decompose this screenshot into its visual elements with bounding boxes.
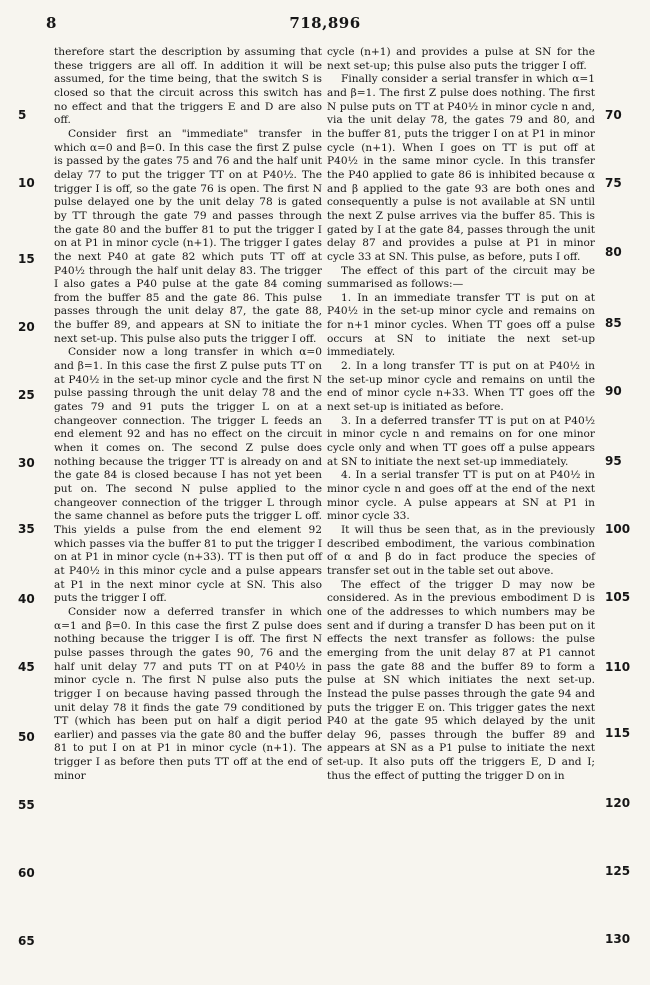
line-number: 20 bbox=[18, 320, 35, 334]
page-number: 8 bbox=[46, 14, 57, 32]
paragraph: 1. In an immediate transfer TT is put on at P40½ in the set-up minor cycle and remains on for n+1 minor cycles. When TT goes off a pulse occurs at SN to initiate the next set-up immediately. bbox=[327, 291, 595, 359]
line-number: 110 bbox=[605, 660, 631, 674]
right-column bbox=[327, 46, 595, 783]
line-number: 40 bbox=[18, 592, 35, 606]
paragraph: The effect of the trigger D may now be considered. As in the previous embodiment D is one of the addresses to which numbers may be sent and if during a transfer D has been put on it effects the next transfer as follows: the pulse emerging from the unit delay 87 at P1 cannot pass the gate 88 and the buffer 89 to form a pulse at SN which initiates the next set-up. Instead the pulse passes through the gate 94 and puts the trigger E on. This trigger gates the next P40 at the gate 95 which delayed by the unit delay 96, passes through the buffer 89 and appears at SN as a P1 pulse to initiate the next set-up. It also puts off the triggers E, D and I; thus the effect of putting the trigger D on in bbox=[327, 578, 595, 782]
line-number: 105 bbox=[605, 590, 631, 604]
page-header bbox=[0, 14, 650, 36]
line-number: 70 bbox=[605, 108, 622, 122]
paragraph: 2. In a long transfer TT is put on at P40½ in the set-up minor cycle and remains on until the end of minor cycle n+33. When TT goes off the next set-up is initiated as before. bbox=[327, 360, 595, 414]
line-number: 115 bbox=[605, 726, 631, 740]
paragraph: Consider first an "immediate" transfer in which α=0 and β=0. In this case the first Z pulse is passed by the gates 75 and 76 and the half unit delay 77 to put the trigger TT on at P40½. The trigger I is off, so the gate 76 is open. The first N pulse delayed one by the unit delay 78 is gated by TT through the gate 79 and passes through the gate 80 and the buffer 81 to put the trigger I on at P1 in minor cycle (n+1). The trigger I gates the next P40 at gate 82 which puts TT off at P40½ through the half unit delay 83. The trigger I also gates a P40 pulse at the gate 84 coming from the buffer 85 and the gate 86. This pulse passes through the unit delay 87, the gate 88, the buffer 89, and appears at SN to initiate the next set-up. This pulse also puts the trigger I off. bbox=[54, 127, 322, 345]
line-number: 120 bbox=[605, 796, 631, 810]
paragraph: cycle (n+1) and provides a pulse at SN for the next set-up; this pulse also puts the trigger I off. bbox=[327, 46, 595, 72]
line-number: 45 bbox=[18, 660, 35, 674]
line-number: 30 bbox=[18, 456, 35, 470]
paragraph: The effect of this part of the circuit may be summarised as follows:— bbox=[327, 264, 595, 291]
line-number: 90 bbox=[605, 384, 622, 398]
line-number: 15 bbox=[18, 252, 35, 266]
left-column bbox=[54, 46, 322, 783]
line-number: 125 bbox=[605, 864, 631, 878]
line-number: 60 bbox=[18, 866, 35, 880]
paragraph: 4. In a serial transfer TT is put on at P40½ in minor cycle n and goes off at the end of the next minor cycle. A pulse appears at SN at P1 in minor cycle 33. bbox=[327, 469, 595, 523]
paragraph: Finally consider a serial transfer in which α=1 and β=1. The first Z pulse does nothing. The first N pulse puts on TT at P40½ in minor cycle n and, via the unit delay 78, the gates 79 and 80, and the buffer 81, puts the trigger I on at P1 in minor cycle (n+1). When I goes on TT is put off at P40½ in the same minor cycle. In this transfer the P40 applied to gate 86 is inhibited because α and β applied to the gate 93 are both ones and consequently a pulse is not available at SN until the next Z pulse arrives via the buffer 85. This is gated by I at the gate 84, passes through the unit delay 87 and provides a pulse at P1 in minor cycle 33 at SN. This pulse, as before, puts I off. bbox=[327, 73, 595, 263]
line-number: 130 bbox=[605, 932, 631, 946]
paragraph: Consider now a long transfer in which α=0 and β=1. In this case the first Z pulse puts TT on at P40½ in the set-up minor cycle and the first N pulse passing through the unit delay 78 and the gates 79 and 91 puts the trigger L on at a changeover connection. The trigger L feeds an end element 92 and has no effect on the circuit when it comes on. The second Z pulse does nothing because the trigger TT is already on and the gate 84 is closed because I has not yet been put on. The second N pulse applied to the changeover connection of the trigger L through the same channel as before puts the trigger L off. This yields a pulse from the end element 92 which passes via the buffer 81 to put the trigger I on at P1 in minor cycle (n+33). TT is then put off at P40½ in this minor cycle and a pulse appears at P1 in the next minor cycle at SN. This also puts the trigger I off. bbox=[54, 346, 323, 605]
line-number: 50 bbox=[18, 730, 35, 744]
paragraph: therefore start the description by assuming that these triggers are all off. In addition it will be assumed, for the time being, that the switch S is closed so that the circuit across this switch has no effect and that the triggers E and D are also off. bbox=[54, 46, 322, 127]
line-number: 25 bbox=[18, 388, 35, 402]
line-number: 55 bbox=[18, 798, 35, 812]
line-number: 100 bbox=[605, 522, 631, 536]
line-number: 65 bbox=[18, 934, 35, 948]
line-number: 75 bbox=[605, 176, 622, 190]
line-number: 35 bbox=[18, 522, 35, 536]
line-number: 85 bbox=[605, 316, 622, 330]
patent-number: 718,896 bbox=[289, 14, 361, 32]
line-number: 5 bbox=[18, 108, 27, 122]
paragraph: Consider now a deferred transfer in which α=1 and β=0. In this case the first Z pulse does nothing because the trigger I is off. The first N pulse passes through the gates 90, 76 and the half unit delay 77 and puts TT on at P40½ in minor cycle n. The first N pulse also puts the trigger I on because having passed through the unit delay 78 it finds the gate 79 conditioned by TT (which has been put on half a digit period earlier) and passes via the gate 80 and the buffer 81 to put I on at P1 in minor cycle (n+1). The trigger I as before then puts TT off at the end of minor bbox=[54, 605, 322, 782]
paragraph: It will thus be seen that, as in the previously described embodiment, the various combination of α and β do in fact produce the species of transfer set out in the table set out above. bbox=[327, 523, 595, 577]
line-number: 80 bbox=[605, 245, 622, 259]
line-number: 95 bbox=[605, 454, 622, 468]
paragraph: 3. In a deferred transfer TT is put on at P40½ in minor cycle n and remains on for one minor cycle only and when TT goes off a pulse appears at SN to initiate the next set-up immediately. bbox=[327, 414, 595, 468]
line-number: 10 bbox=[18, 176, 35, 190]
